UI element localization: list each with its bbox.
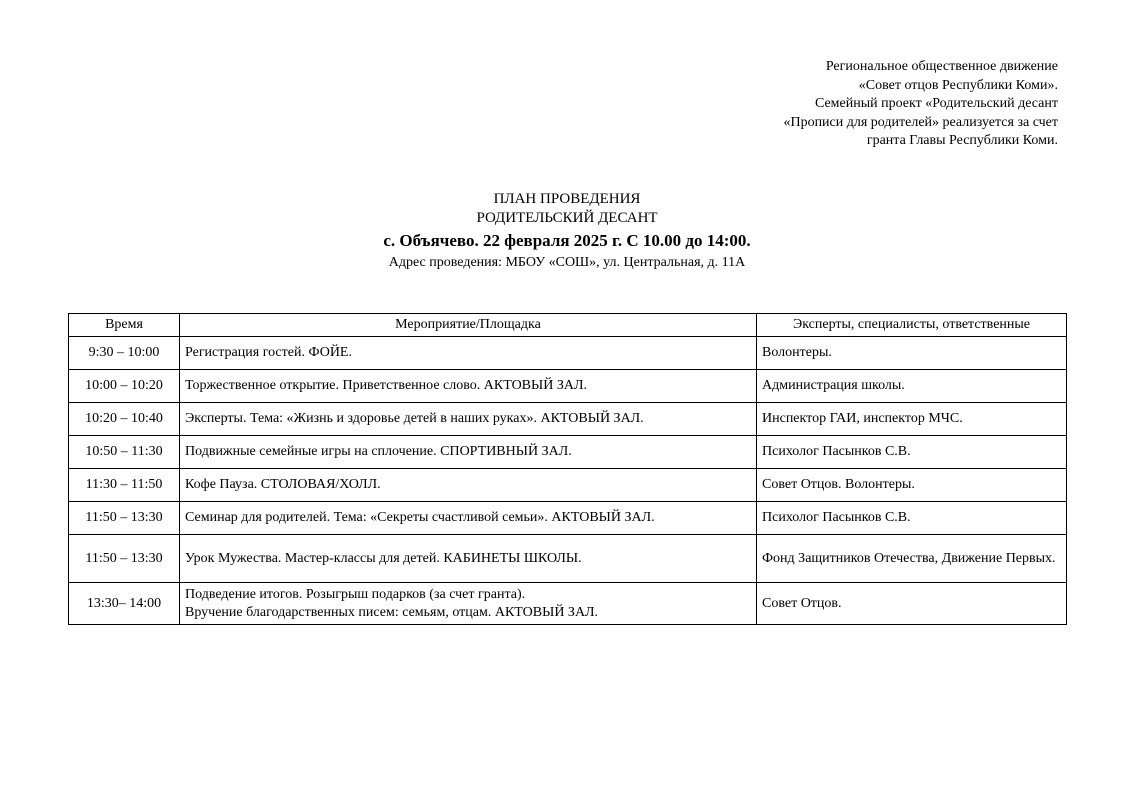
event-text: Эксперты. Тема: «Жизнь и здоровье детей в наших руках». АКТОВЫЙ ЗАЛ. (185, 411, 644, 427)
event-cell (180, 436, 757, 469)
event-name: РОДИТЕЛЬСКИЙ ДЕСАНТ (476, 210, 658, 226)
responsible-cell: Фонд Защитников Отечества, Движение Первых. (757, 535, 1067, 583)
table-row (69, 535, 1067, 583)
responsible-cell: Инспектор ГАИ, инспектор МЧС. (757, 403, 1067, 436)
responsible-cell: Психолог Пасынков С.В. (757, 436, 1067, 469)
responsible-cell: Совет Отцов. Волонтеры. (757, 469, 1067, 502)
time-cell: 11:50 – 13:30 (69, 535, 180, 583)
header-line: «Совет отцов Республики Коми». (858, 77, 1058, 93)
event-text: Вручение благодарственных писем: семьям, отцам. АКТОВЫЙ ЗАЛ. (185, 604, 599, 620)
plan-title: ПЛАН ПРОВЕДЕНИЯ (493, 191, 641, 207)
event-cell (180, 583, 757, 625)
responsible-cell: Администрация школы. (757, 370, 1067, 403)
time-cell: 10:20 – 10:40 (69, 403, 180, 436)
event-cell (180, 469, 757, 502)
table-row (69, 583, 1067, 625)
event-text: Регистрация гостей. ФОЙЕ. (185, 345, 352, 361)
table-row (69, 436, 1067, 469)
table-row (69, 370, 1067, 403)
document-title (0, 190, 1122, 272)
event-text: Подведение итогов. Розыгрыш подарков (за счет гранта). (185, 587, 526, 602)
time-cell: 11:30 – 11:50 (69, 469, 180, 502)
event-text: Подвижные семейные игры на сплочение. СПОРТИВНЫЙ ЗАЛ. (185, 444, 572, 460)
header-line: «Прописи для родителей» реализуется за счет (783, 114, 1058, 130)
header-line: Региональное общественное движение (825, 59, 1058, 74)
responsible-cell: Волонтеры. (757, 337, 1067, 370)
header-line: Семейный проект «Родительский десант (814, 96, 1058, 111)
time-cell: 10:00 – 10:20 (69, 370, 180, 403)
table-row (69, 502, 1067, 535)
table-row (69, 403, 1067, 436)
time-cell: 11:50 – 13:30 (69, 502, 180, 535)
time-cell: 13:30– 14:00 (69, 583, 180, 625)
schedule-table (68, 313, 1067, 625)
responsible-cell: Совет Отцов. (757, 583, 1067, 625)
time-cell: 10:50 – 11:30 (69, 436, 180, 469)
column-header-responsible: Эксперты, специалисты, ответственные (757, 314, 1067, 337)
event-cell (180, 502, 757, 535)
event-cell (180, 535, 757, 583)
table-row (69, 469, 1067, 502)
event-text: Семинар для родителей. Тема: «Секреты счастливой семьи». АКТОВЫЙ ЗАЛ. (185, 510, 655, 526)
organization-header (638, 58, 1058, 151)
event-text: Торжественное открытие. Приветственное слово. АКТОВЫЙ ЗАЛ. (185, 378, 587, 394)
event-date-place: с. Объячево. 22 февраля 2025 г. С 10.00 до 14:00. (383, 231, 751, 250)
table-row (69, 337, 1067, 370)
column-header-event: Мероприятие/Площадка (180, 314, 757, 337)
event-text: Урок Мужества. Мастер-классы для детей. КАБИНЕТЫ ШКОЛЫ. (185, 550, 582, 566)
event-cell (180, 337, 757, 370)
header-line: гранта Главы Республики Коми. (866, 133, 1058, 148)
column-header-time: Время (69, 314, 180, 337)
event-address: Адрес проведения: МБОУ «СОШ», ул. Центральная, д. 11А (388, 255, 746, 270)
event-cell (180, 370, 757, 403)
event-cell (180, 403, 757, 436)
table-header-row (69, 314, 1067, 337)
event-text: Кофе Пауза. СТОЛОВАЯ/ХОЛЛ. (185, 477, 381, 493)
responsible-cell: Психолог Пасынков С.В. (757, 502, 1067, 535)
time-cell: 9:30 – 10:00 (69, 337, 180, 370)
